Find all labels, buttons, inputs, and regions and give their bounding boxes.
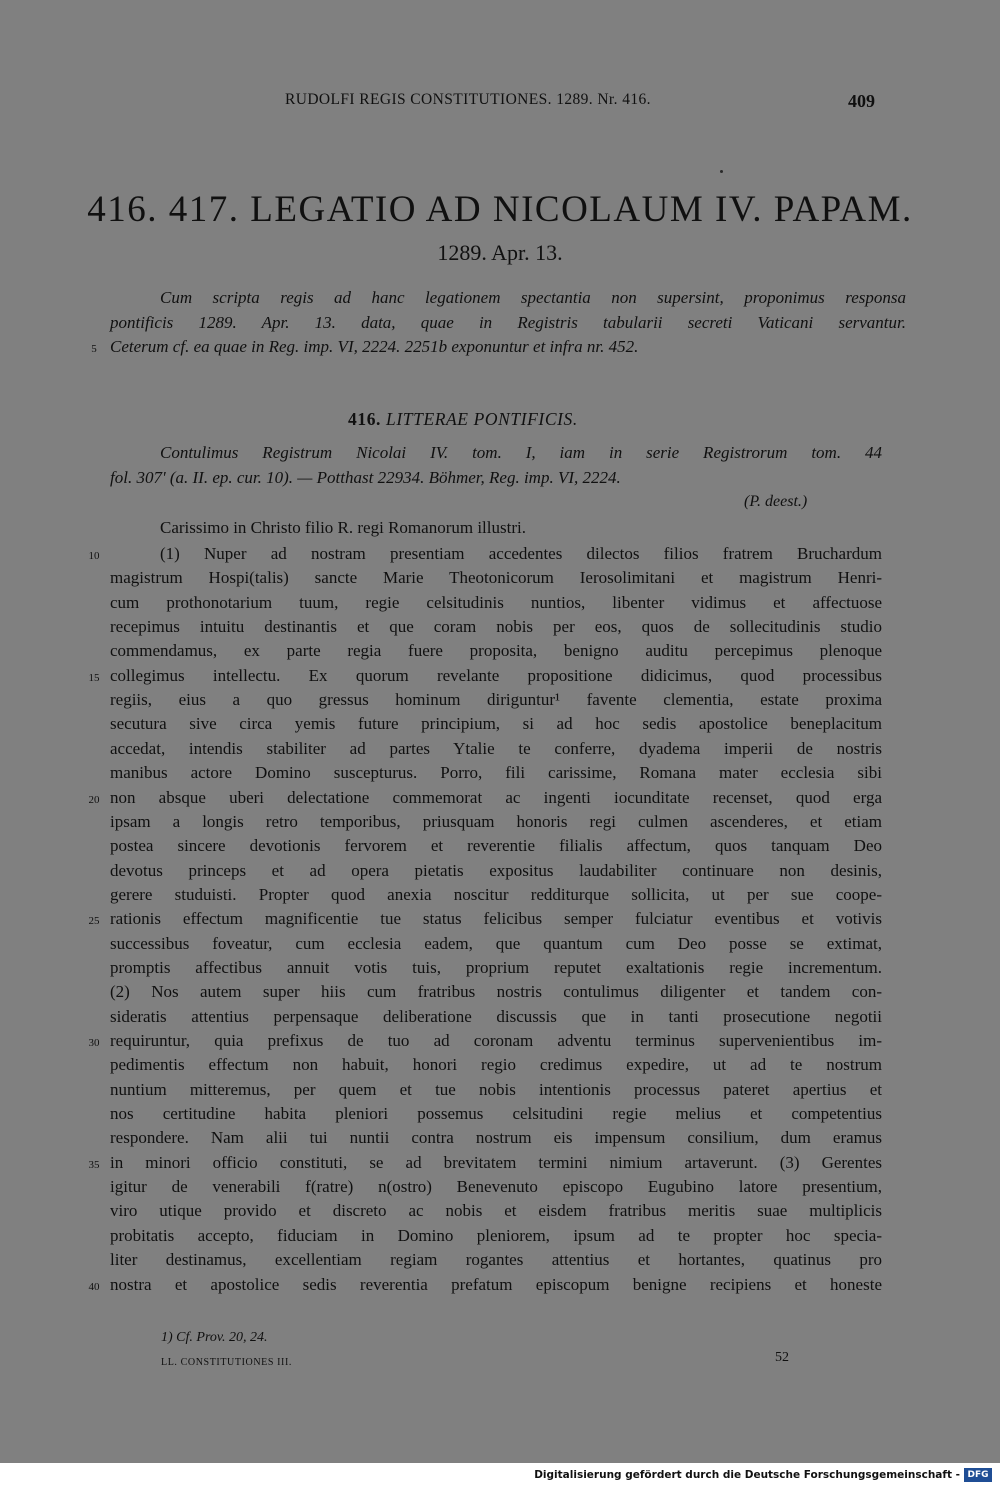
title-date: 1289. Apr. 13. (437, 240, 563, 265)
body-line: accedat, intendis stabiliter ad partes Ytalie te conferre, dyadema imperii de nostris (110, 738, 882, 758)
credit-text: Digitalisierung gefördert durch die Deutsche Forschungsgemeinschaft - (534, 1469, 960, 1481)
footer-signature: 52 (775, 1350, 789, 1365)
body-line: respondere. Nam alii tui nuntii contra nostrum eis impensum consilium, dum eramus (110, 1128, 882, 1148)
body-line: nuntium mitteremus, per quem et tue nobis intentionis processus pateret apertius et (110, 1079, 882, 1099)
body-line: gerere studuisti. Propter quod anexia noscitur redditurque sollicita, ut per sue coope- (110, 884, 882, 904)
body-line: recepimus intuitu destinantis et que coram nobis per eos, quos de sollecitudinis studio (110, 617, 882, 637)
line-number: 20 (88, 793, 100, 806)
line-number: 40 (88, 1280, 100, 1293)
body-line: (2) Nos autem super hiis cum fratribus nostris contulimus diligenter et tandem con- (110, 982, 882, 1002)
line-number: 25 (88, 915, 100, 928)
footnote: 1) Cf. Prov. 20, 24. (161, 1330, 268, 1345)
edition-note: (P. deest.) (744, 493, 808, 510)
page-number: 409 (848, 91, 875, 111)
body-line: secutura sive circa yemis future principium, si ad hoc sedis apostolice beneplacitum (110, 714, 882, 734)
intro-line: Cum scripta regis ad hanc legationem spectantia non supersint, proponimus responsa (160, 288, 906, 307)
body-line: devotus princeps et ad opera pietatis expositus laudabiliter continuare non desinis, (110, 860, 882, 880)
body-line: rationis effectum magnificentie tue status felicibus semper fulciatur eventibus et votivis (110, 909, 882, 929)
salutation: Carissimo in Christo filio R. regi Romanorum illustri. (160, 518, 526, 537)
body-line: sideratis attentius perpensaque deliberatione discussis que in tanti prosecutione negotii (110, 1006, 882, 1026)
body-line: manibus actore Domino suscepturus. Porro, fili carissime, Romana mater ecclesia sibi (110, 763, 882, 783)
body-line: commendamus, ex parte regia fuere proposita, benigno auditu percepimus plenoque (110, 641, 882, 661)
line-number: 30 (88, 1037, 100, 1049)
body-line: requiruntur, quia prefixus de tuo ad coronam adventu terminus supervenientibus im- (110, 1031, 882, 1050)
line-number: 15 (88, 671, 100, 684)
body-line: ipsam a longis retro temporibus, priusquam honoris regi culmen ascenderes, et etiam (110, 811, 882, 831)
running-head: RUDOLFI REGIS CONSTITUTIONES. 1289. Nr. 416. (285, 91, 651, 108)
document-title: 416. 417. LEGATIO AD NICOLAUM IV. PAPAM. (87, 189, 913, 230)
body-line: nos certitudine habita pleniori possemus celsitudini regie melius et competentius (110, 1104, 882, 1124)
intro-line: Ceterum cf. ea quae in Reg. imp. VI, 2224. 2251b exponuntur et infra nr. 452. (110, 337, 639, 356)
body-line: postea sincere devotionis fervorem et reverentie filialis affectum, quos tanquam Deo (110, 836, 882, 856)
body-line: nostra et apostolice sedis reverentia prefatum episcopum benigne recipiens et honeste (110, 1274, 882, 1294)
intro-line: pontificis 1289. Apr. 13. data, quae in Registris tabularii secreti Vaticani servantur. (110, 313, 906, 332)
body-line: igitur de venerabili f(ratre) n(ostro) Benevenuto episcopo Eugubino latore presentium, (110, 1177, 882, 1197)
source-line: Contulimus Registrum Nicolai IV. tom. I, iam in serie Registrorum tom. 44 (160, 443, 882, 462)
body-line: viro utique provido et discreto ac nobis et eisdem fratribus meritis suae multiplicis (110, 1201, 882, 1221)
body-line: non absque uberi delectatione commemorat ac ingenti iocunditate recenset, quod erga (110, 787, 882, 807)
body-line: liter destinamus, excellentiam regiam rogantes attentius et hortantes, quatinus pro (110, 1250, 882, 1270)
section-title: LITTERAE PONTIFICIS. (386, 409, 578, 429)
line-number: 35 (88, 1158, 100, 1171)
ink-speck (720, 170, 723, 173)
body-line: promptis affectibus annuit votis tuis, proprium reputet exaltationis regie incrementum. (110, 957, 882, 977)
body-line: magistrum Hospi(talis) sancte Marie Theotonicorum Ierosolimitani et magistrum Henri- (110, 568, 882, 588)
section-heading (348, 409, 578, 430)
body-line: pedimentis effectum non habuit, honori regio credimus expedire, ut ad te nostrum (110, 1055, 882, 1075)
body-line: in minori officio constituti, se ad brevitatem termini nimium artaverunt. (3) Gerentes (110, 1152, 882, 1172)
body-line: cum prothonotarium tuum, regie celsitudinis nuntios, libenter vidimus et affectuose (110, 592, 882, 612)
dfg-logo: DFG (964, 1468, 992, 1482)
line-number: 5 (91, 343, 97, 355)
body-line: (1) Nuper ad nostram presentiam accedentes dilectos filios fratrem Bruchardum (160, 544, 882, 563)
source-line: fol. 307' (a. II. ep. cur. 10). — Potthast 22934. Böhmer, Reg. imp. VI, 2224. (110, 468, 621, 487)
section-number: 416. (348, 409, 382, 429)
digitization-credit (0, 1463, 1000, 1488)
body-line: probitatis accepto, fiduciam in Domino pleniorem, ipsum ad te propter hoc specia- (110, 1225, 882, 1245)
body-line: regiis, eius a quo gressus hominum diriguntur¹ favente clementia, estate proxima (110, 690, 882, 710)
body-line: successibus foveatur, cum ecclesia eadem, que quantum cum Deo posse se extimat, (110, 933, 882, 953)
body-line: collegimus intellectu. Ex quorum revelante propositione didicimus, quod processibus (110, 665, 882, 685)
footer-volume: LL. CONSTITUTIONES III. (161, 1357, 293, 1368)
line-number: 10 (88, 550, 100, 562)
